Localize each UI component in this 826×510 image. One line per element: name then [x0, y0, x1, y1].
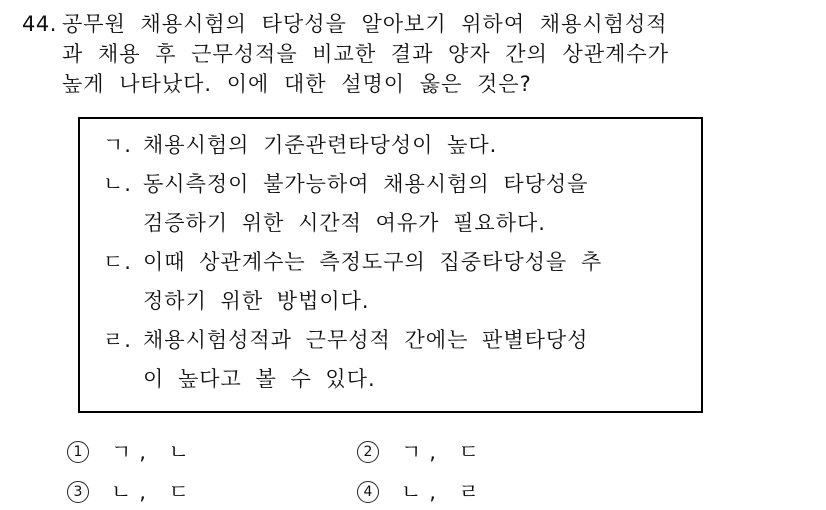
statement-text-4 — [143, 321, 695, 399]
choice-2[interactable] — [357, 432, 487, 472]
statement-marker-3: ㄷ. — [103, 250, 132, 274]
statement-marker-1: ㄱ. — [103, 133, 132, 157]
choice-4[interactable] — [357, 472, 487, 510]
choice-4-label: ㄴ, ㄹ — [401, 480, 487, 504]
statement-item-4 — [103, 321, 695, 399]
statement-text-3 — [143, 243, 695, 321]
choice-2-label: ㄱ, ㄷ — [401, 440, 487, 464]
statement-line: 채용시험성적과 근무성적 간에는 판별타당성 — [143, 328, 589, 352]
statement-line: 이때 상관계수는 측정도구의 집중타당성을 추 — [143, 250, 603, 274]
statement-text-2 — [143, 165, 695, 243]
answer-choices — [67, 432, 487, 510]
statement-line: 검증하기 위한 시간적 여유가 필요하다. — [143, 211, 546, 235]
question-number: 44. — [22, 12, 57, 36]
choice-1-number-circle: 1 — [67, 441, 89, 463]
question-line-2: 과 채용 후 근무성적을 비교한 결과 양자 간의 상관계수가 — [62, 42, 669, 66]
statement-line: 정하기 위한 방법이다. — [143, 289, 370, 313]
choice-1[interactable] — [67, 432, 357, 472]
choice-3[interactable] — [67, 472, 357, 510]
statement-text-1 — [143, 126, 695, 165]
choice-4-number-circle: 4 — [357, 481, 379, 503]
choice-3-number-circle: 3 — [67, 481, 89, 503]
statement-line: 이 높다고 볼 수 있다. — [143, 367, 376, 391]
statement-item-1 — [103, 126, 695, 165]
statement-marker-2: ㄴ. — [103, 172, 132, 196]
statement-line: 동시측정이 불가능하여 채용시험의 타당성을 — [143, 172, 589, 196]
choice-2-number-circle: 2 — [357, 441, 379, 463]
question-line-3: 높게 나타났다. 이에 대한 설명이 옳은 것은? — [62, 72, 532, 96]
choice-1-label: ㄱ, ㄴ — [111, 440, 197, 464]
statement-marker-4: ㄹ. — [103, 328, 132, 352]
choice-3-label: ㄴ, ㄷ — [111, 480, 197, 504]
statement-item-3 — [103, 243, 695, 321]
question-text — [62, 9, 772, 99]
statement-line: 채용시험의 기준관련타당성이 높다. — [143, 133, 498, 157]
statement-box — [78, 117, 703, 413]
statement-item-2 — [103, 165, 695, 243]
question-line-1: 공무원 채용시험의 타당성을 알아보기 위하여 채용시험성적 — [62, 12, 668, 36]
